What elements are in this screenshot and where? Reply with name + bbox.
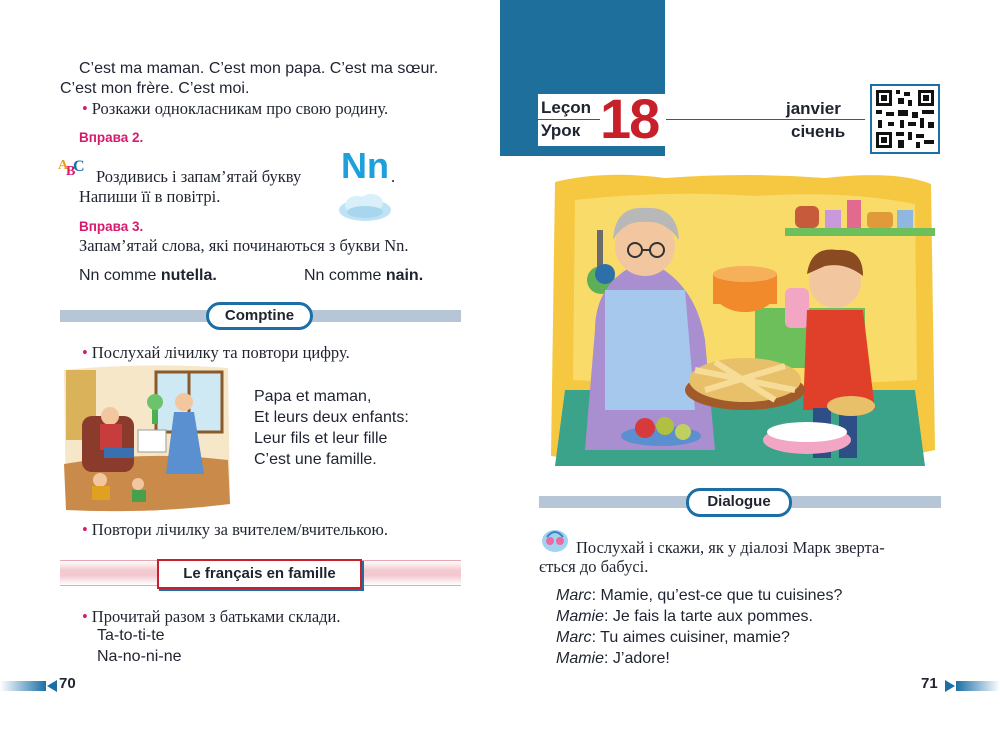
page-bar-left (0, 681, 46, 691)
bullet-family: • Розкажи однокласникам про свою родину. (82, 99, 389, 118)
page-bar-right (956, 681, 1000, 691)
dialogue-instruction-1: Послухай і скажи, як у діалозі Марк зверта- (576, 538, 885, 557)
header-rule-left (538, 119, 600, 120)
poem-line: Leur fils et leur fille (254, 430, 388, 447)
exercise-2-text: Роздивись і запам’ятай букву (96, 167, 302, 186)
qr-code-icon[interactable] (870, 84, 940, 154)
svg-text:C: C (73, 158, 84, 175)
comptine-title: Comptine (206, 302, 313, 330)
bullet-icon: • (82, 343, 88, 362)
dialogue-instruction-2: ється до бабусі. (539, 557, 649, 576)
dialogue-line: Mamie: J’adore! (556, 650, 670, 667)
bullet-icon: • (82, 99, 88, 118)
arrow-right-icon (945, 680, 955, 692)
family-illustration (60, 364, 232, 514)
page-number-left: 70 (59, 675, 76, 692)
dialogue-line: Mamie: Je fais la tarte aux pommes. (556, 608, 813, 625)
bullet-listen: • Послухай лічилку та повтори цифру. (82, 343, 350, 362)
dialogue-lines (556, 585, 842, 669)
poem (254, 386, 409, 470)
poem-line: C’est une famille. (254, 451, 377, 468)
exercise-3-text: Запам’ятай слова, які починаються з букви Nn. (79, 236, 409, 255)
month-uk: січень (791, 122, 846, 141)
exercise-2-label: Вправа 2. (79, 130, 144, 145)
dialogue-title: Dialogue (686, 488, 792, 517)
lesson-number: 18 (600, 87, 659, 150)
bullet-icon: • (82, 607, 88, 626)
dialogue-line: Marc: Mamie, qu’est-ce que tu cuisines? (556, 587, 843, 604)
lecon-label: Leçon (541, 98, 592, 117)
exercise-2-text-2: Напиши її в повітрі. (79, 187, 221, 206)
letter-nn: Nn (341, 145, 389, 186)
svg-text:A: A (58, 158, 69, 173)
month-fr: janvier (786, 99, 841, 118)
kitchen-illustration (545, 170, 938, 472)
cloud-icon (337, 192, 393, 222)
page-number-right: 71 (921, 675, 938, 692)
exercise-3-label: Вправа 3. (79, 219, 144, 234)
bullet-icon: • (82, 520, 88, 539)
intro-line-2: C’est mon frère. C’est moi. (60, 80, 250, 97)
intro-line-1: C’est ma maman. C’est mon papa. C’est ma sœur. (79, 60, 439, 77)
dialogue-line: Marc: Tu aimes cuisiner, mamie? (556, 629, 790, 646)
urok-label: Урок (541, 121, 581, 140)
header-rule (666, 119, 865, 120)
poem-line: Et leurs deux enfants: (254, 409, 409, 426)
abc-icon (58, 155, 84, 179)
bullet-read: • Прочитай разом з батьками склади. (82, 607, 341, 626)
syllables-2: Na-no-ni-ne (97, 648, 182, 665)
poem-line: Papa et maman, (254, 388, 372, 405)
listen-icon (541, 527, 569, 553)
svg-text:B: B (66, 164, 76, 179)
famille-title: Le français en famille (157, 559, 362, 589)
bullet-repeat: • Повтори лічилку за вчителем/вчителькою. (82, 520, 388, 539)
syllables-1: Ta-to-ti-te (97, 627, 165, 644)
word-nain: Nn comme nain. (304, 267, 424, 284)
exercise-2-dot: . (391, 167, 396, 186)
word-nutella: Nn comme nutella. (79, 267, 217, 284)
arrow-left-icon (47, 680, 57, 692)
